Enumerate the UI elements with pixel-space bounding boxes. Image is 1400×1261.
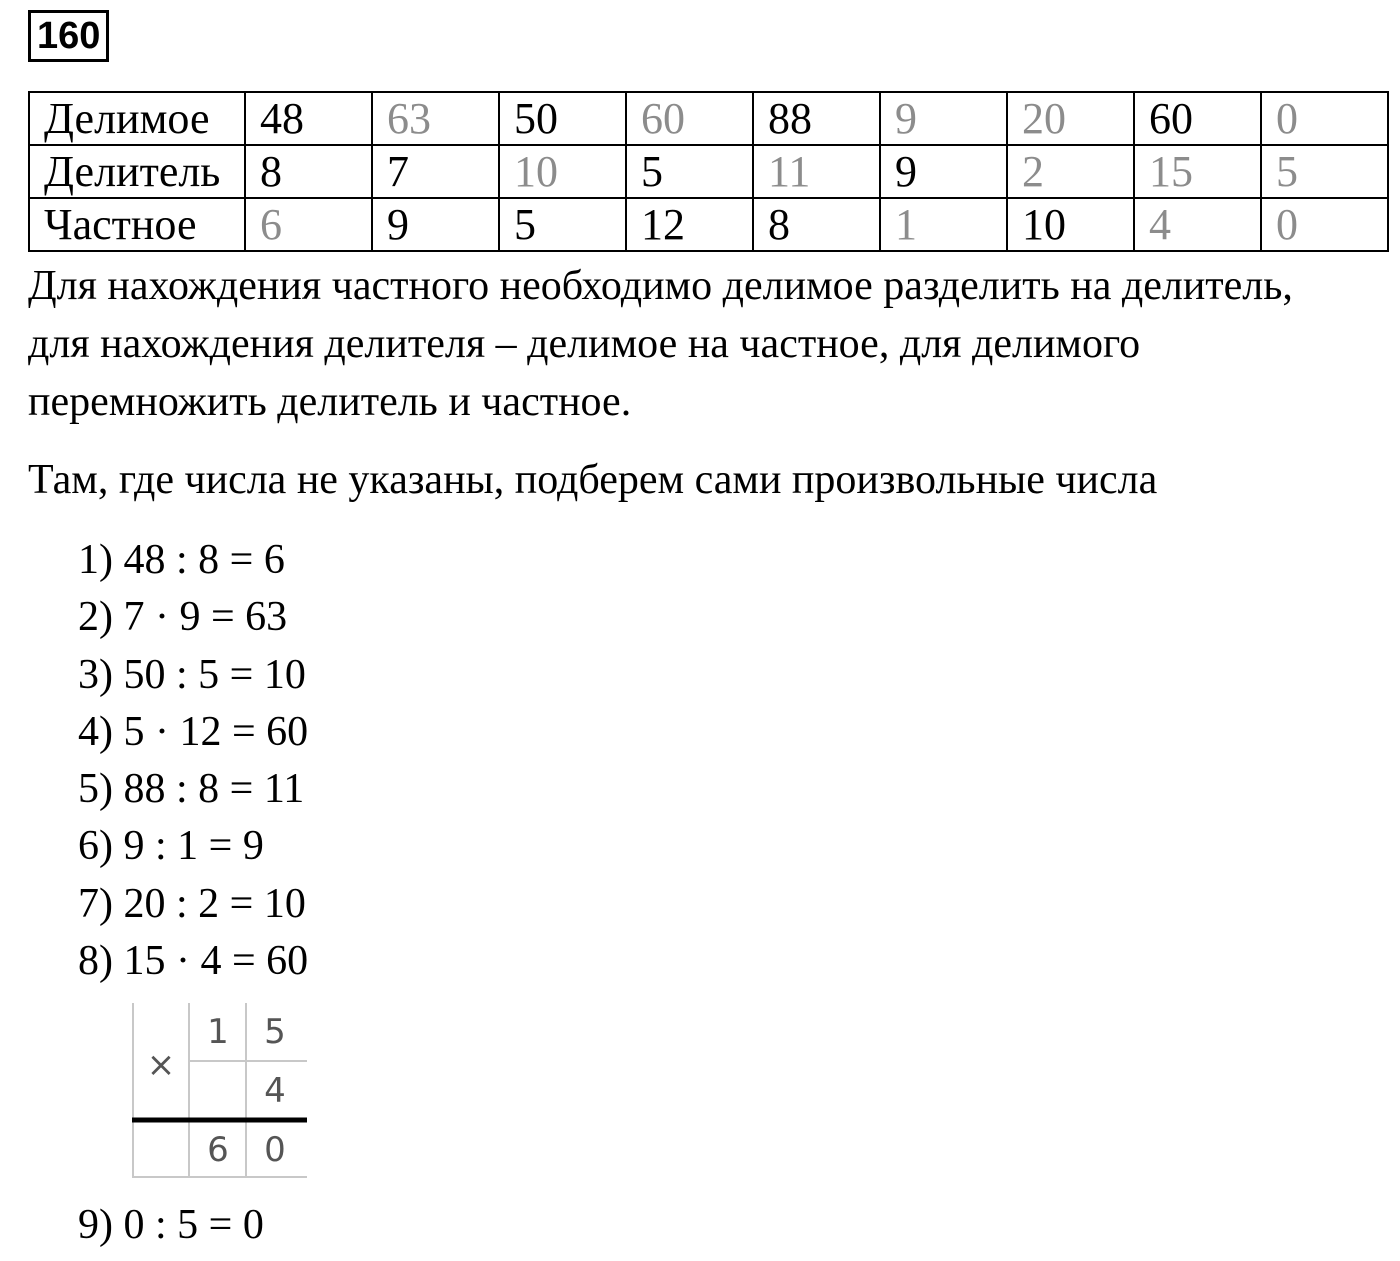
- table-cell: 10: [1007, 198, 1134, 251]
- table-cell: 48: [245, 92, 372, 145]
- column-multiplication: [132, 1003, 307, 1178]
- table-cell: 0: [1261, 92, 1388, 145]
- division-table: [28, 91, 1389, 252]
- table-cell: 63: [372, 92, 499, 145]
- task-number: 160: [28, 10, 109, 62]
- result-digit: 0: [264, 1130, 286, 1170]
- row-label-dividend: Делимое: [29, 92, 245, 145]
- solution-steps: [78, 532, 308, 990]
- solution-step: 5) 88 : 8 = 11: [78, 766, 305, 813]
- solution-step: 9) 0 : 5 = 0: [78, 1202, 264, 1248]
- table-cell: 0: [1261, 198, 1388, 251]
- table-cell: 7: [372, 145, 499, 198]
- table-cell: 5: [499, 198, 626, 251]
- table-cell: 2: [1007, 145, 1134, 198]
- table-cell: 9: [880, 92, 1007, 145]
- solution-step: 1) 48 : 8 = 6: [78, 537, 285, 583]
- row-label-quotient: Частное: [29, 198, 245, 251]
- multiplier-digit: 4: [264, 1071, 286, 1111]
- table-cell: 60: [626, 92, 753, 145]
- explanation-paragraph: Для нахождения частного необходимо делимое разделить на делитель, для нахождения делителя – делимое на частное, для делимого перемножить делитель и частное.: [28, 263, 1293, 425]
- row-label-divisor: Делитель: [29, 145, 245, 198]
- table-cell: 9: [880, 145, 1007, 198]
- table-cell: 5: [1261, 145, 1388, 198]
- table-cell: 15: [1134, 145, 1261, 198]
- result-digit: 6: [207, 1130, 229, 1170]
- table-cell: 6: [245, 198, 372, 251]
- quotient-row: [29, 198, 1388, 251]
- table-cell: 20: [1007, 92, 1134, 145]
- table-cell: 50: [499, 92, 626, 145]
- solution-step: 2) 7 · 9 = 63: [78, 594, 288, 641]
- note-paragraph: Там, где числа не указаны, подберем сами произвольные числа: [28, 457, 1158, 503]
- solution-step: 4) 5 · 12 = 60: [78, 708, 309, 755]
- solution-step: 8) 15 · 4 = 60: [78, 938, 309, 985]
- solution-step: 6) 9 : 1 = 9: [78, 823, 264, 870]
- table-cell: 5: [626, 145, 753, 198]
- table-cell: 12: [626, 198, 753, 251]
- table-cell: 9: [372, 198, 499, 251]
- table-cell: 11: [753, 145, 880, 198]
- solution-step: 3) 50 : 5 = 10: [78, 651, 306, 698]
- table-cell: 60: [1134, 92, 1261, 145]
- table-cell: 8: [753, 198, 880, 251]
- table-cell: 10: [499, 145, 626, 198]
- table-cell: 4: [1134, 198, 1261, 251]
- table-cell: 1: [880, 198, 1007, 251]
- multiplicand-digit: 1: [207, 1012, 229, 1052]
- table-cell: 88: [753, 92, 880, 145]
- divisor-row: [29, 145, 1388, 198]
- multiplication-sign: ×: [146, 1045, 176, 1085]
- dividend-row: [29, 92, 1388, 145]
- solution-step: 7) 20 : 2 = 10: [78, 880, 306, 927]
- table-cell: 8: [245, 145, 372, 198]
- multiplicand-digit: 5: [264, 1012, 286, 1052]
